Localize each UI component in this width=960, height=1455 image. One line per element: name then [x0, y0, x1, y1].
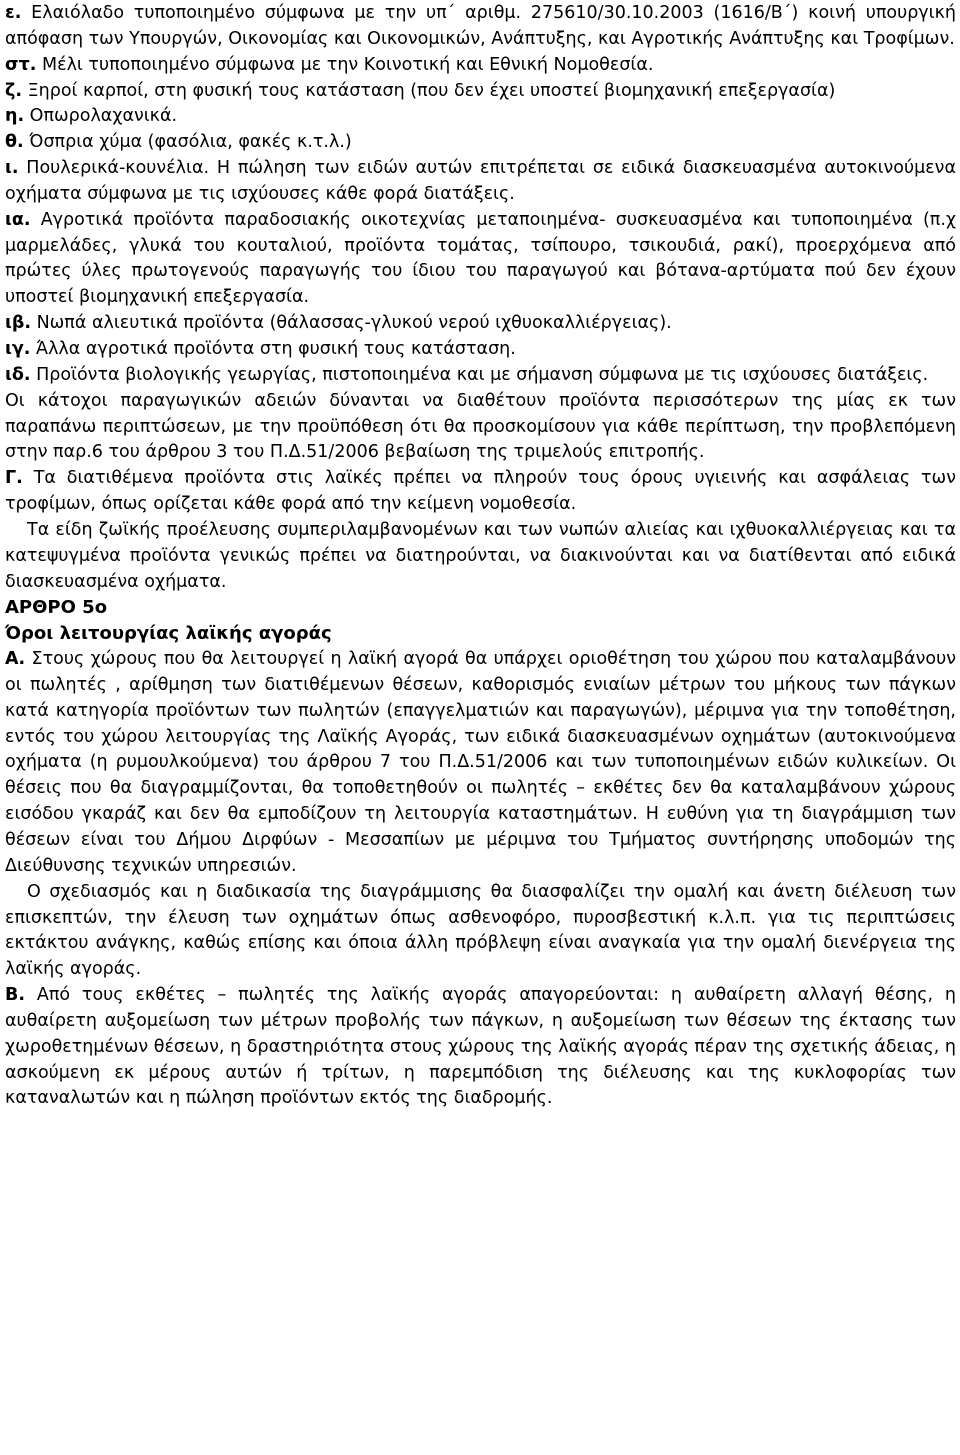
paragraph-license-holders: Οι κάτοχοι παραγωγικών αδειών δύνανται να διαθέτουν προϊόντα περισσότερων της μίας εκ των παραπάνω περιπτώσεων, με την προϋπόθεση ότι θα προσκομίσουν για κάθε περίπτωση, την προβλεπόμενη στην παρ.6 του άρθρου 3 του Π.Δ.51/2006 βεβαίωση της τριμελούς επιτροπής. [5, 390, 956, 463]
list-item-ia [5, 208, 956, 311]
list-item-ib [5, 311, 956, 337]
item-text: Αγροτικά προϊόντα παραδοσιακής οικοτεχνίας μεταποιημένα- συσκευασμένα και τυποποιημένα (π.χ μαρμελάδες, γλυκά του κουταλιού, προϊόντα τομάτας, τσίπουρο, τσικουδιά, ρακί), προερχόμενα από πρώτες ύλες πρωτογενούς παραγωγής του ίδιου του παραγωγού και βότανα-αρτύματα πού δεν έχουν υποστεί βιομηχανική επεξεργασία. [5, 209, 956, 308]
paragraph-text: Τα διατιθέμενα προϊόντα στις λαϊκές πρέπει να πληρούν τους όρους υγιεινής και ασφάλειας των τροφίμων, όπως ορίζεται κάθε φορά από την κείμενη νομοθεσία. [5, 468, 956, 515]
paragraph-label: Γ. [5, 468, 23, 489]
item-label: ιδ. [5, 364, 31, 385]
list-item-iota [5, 156, 956, 208]
paragraph-g [5, 466, 956, 518]
item-label: στ. [5, 54, 37, 75]
item-text: Ελαιόλαδο τυποποιημένο σύμφωνα με την υπ΄ αριθμ. 275610/30.10.2003 (1616/Β΄) κοινή υπουργική απόφαση των Υπουργών, Οικονομίας και Οικονομικών, Ανάπτυξης, και Αγροτικής Ανάπτυξης και Τροφίμων. [5, 3, 956, 49]
list-item-i [5, 104, 956, 130]
article-heading: ΑΡΘΡΟ 5ο [5, 597, 108, 619]
item-text: Προϊόντα βιολογικής γεωργίας, πιστοποιημένα και με σήμανση σύμφωνα με τις ισχύουσες διατάξεις. [30, 364, 929, 385]
paragraph-label: Α. [5, 649, 26, 670]
item-text: Νωπά αλιευτικά προϊόντα (θάλασσας-γλυκού νερού ιχθυοκαλλιέργειας). [31, 313, 672, 334]
list-item-z [5, 79, 956, 105]
item-text: Άλλα αγροτικά προϊόντα στη φυσική τους κατάσταση. [30, 338, 516, 359]
paragraph-a [5, 647, 956, 880]
paragraph-b [5, 983, 956, 1112]
item-label: ια. [5, 209, 31, 230]
list-item-e [5, 1, 956, 53]
item-label: θ. [5, 132, 24, 153]
item-text: Όσπρια χύμα (φασόλια, φακές κ.τ.λ.) [23, 132, 352, 153]
article-title: Όροι λειτουργίας λαϊκής αγοράς [5, 623, 332, 645]
item-label: η. [5, 106, 25, 127]
list-item-th [5, 130, 956, 156]
paragraph-design: Ο σχεδιασμός και η διαδικασία της διαγράμμισης θα διασφαλίζει την ομαλή και άνετη διέλευση των επισκεπτών, την έλευση των οχημάτων όπως ασθενοφόρο, πυροσβεστική κ.λ.π. για τις περιπτώσεις εκτάκτου ανάγκης, καθώς επίσης και όποια άλλη πρόβλεψη είναι αναγκαία για την ομαλή διενέργεια της λαϊκής αγοράς. [5, 881, 956, 980]
item-text: Μέλι τυποποιημένο σύμφωνα με την Κοινοτική και Εθνική Νομοθεσία. [36, 54, 654, 75]
list-item-st [5, 53, 956, 79]
list-item-id [5, 363, 956, 389]
item-text: Ξηροί καρποί, στη φυσική τους κατάσταση (που δεν έχει υποστεί βιομηχανική επεξεργασία) [22, 80, 836, 101]
paragraph-text: Από τους εκθέτες – πωλητές της λαϊκής αγοράς απαγορεύονται: η αυθαίρετη αλλαγή θέσης, η αυθαίρετη αυξομείωση των μέτρων προβολής των πάγκων, η αυξομείωση των θέσεων της έκτασης των χωροθετημένων θέσεων, η δραστηριότητα στους χώρους της λαϊκής αγοράς πέραν της σχετικής άδειας, η ασκούμενη εκ μέρους αυτών ή τρίτων, η παρεμπόδιση της διέλευσης και της κυκλοφορίας των καταναλωτών και η πώληση προϊόντων εκτός της διαδρομής. [5, 985, 956, 1109]
paragraph-label: Β. [5, 985, 25, 1006]
item-label: ε. [5, 3, 22, 23]
item-label: ι. [5, 158, 19, 179]
list-item-ig [5, 337, 956, 363]
paragraph-animal-products: Τα είδη ζωϊκής προέλευσης συμπεριλαμβανομένων και των νωπών αλιείας και ιχθυοκαλλιέργειας και τα κατεψυγμένα προϊόντα γενικώς πρέπει να διατηρούνται, να διακινούνται και να διατίθενται από ειδικά διασκευασμένα οχήματα. [5, 519, 956, 592]
paragraph-text: Στους χώρους που θα λειτουργεί η λαϊκή αγορά θα υπάρχει οριοθέτηση του χώρου που καταλαμβάνουν οι πωλητές , αρίθμηση των διατιθέμενων θέσεων, καθορισμός ενιαίων μέτρων του μήκους των πάγκων κατά κατηγορία προϊόντων των πωλητών (επαγγελματιών και παραγωγών), μέριμνα για την τοποθέτηση, εντός του χώρου λειτουργίας της Λαϊκής Αγοράς, των ειδικά διασκευασμένων οχημάτων (αυτοκινούμενα οχήματα (η ρυμουλκούμενα) του άρθρου 7 του Π.Δ.51/2006 και των τυποποιημένων ειδών κυλικείων. Οι θέσεις που θα διαγραμμίζονται, θα τοποθετηθούν οι πωλητές – εκθέτες δεν θα καταλαμβάνουν χώρους εισόδου γκαράζ και δεν θα εμποδίζουν τη λειτουργία καταστημάτων. Η ευθύνη για τη διαγράμμιση των θέσεων είναι του Δήμου Διρφύων - Μεσσαπίων με μέριμνα του Τμήματος συντήρησης υποδομών της Διεύθυνσης τεχνικών υπηρεσιών. [5, 649, 956, 876]
item-text: Οπωρολαχανικά. [24, 106, 178, 127]
item-label: ιβ. [5, 313, 31, 334]
item-text: Πουλερικά-κουνέλια. Η πώληση των ειδών αυτών επιτρέπεται σε ειδικά διασκευασμένα αυτοκινούμενα οχήματα σύμφωνα με τις ισχύουσες κάθε φορά διατάξεις. [5, 158, 956, 204]
item-label: ζ. [5, 80, 22, 101]
item-label: ιγ. [5, 338, 31, 359]
